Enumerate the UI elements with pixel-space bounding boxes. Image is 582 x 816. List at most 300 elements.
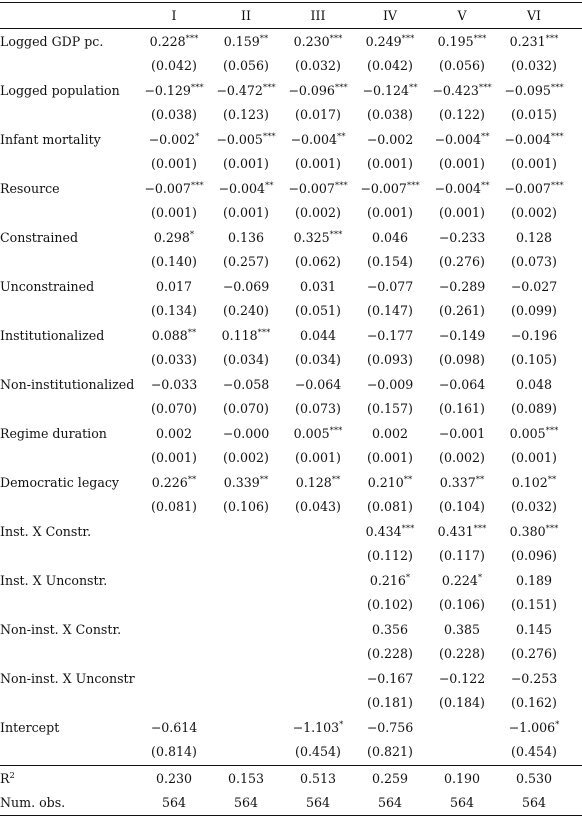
coefficient-value: −1.103: [292, 719, 340, 735]
significance-stars: *: [189, 229, 195, 240]
standard-error-row: [0, 691, 582, 716]
significance-stars: ***: [262, 131, 276, 142]
standard-error-cell: (0.017): [295, 107, 341, 123]
standard-error-cell: (0.070): [223, 401, 269, 417]
coefficient-row: [0, 176, 582, 201]
coefficient-row: [0, 519, 582, 544]
standard-error-cell: (0.099): [511, 303, 557, 319]
row-label: Non-institutionalized: [0, 376, 135, 392]
coefficient-cell: [354, 377, 426, 392]
standard-error-cell: (0.098): [439, 352, 485, 368]
coefficient-cell: [138, 475, 210, 490]
coefficient-value: −0.077: [366, 278, 414, 294]
standard-error-cell: (0.123): [223, 107, 269, 123]
statistic-value: 564: [305, 794, 331, 810]
standard-error-cell: (0.001): [367, 205, 413, 221]
coefficient-cell: [282, 181, 354, 196]
standard-error-cell: (0.032): [511, 499, 557, 515]
standard-error-cell: (0.081): [367, 499, 413, 515]
coefficient-value: −0.027: [510, 278, 558, 294]
coefficient-cell: [498, 132, 570, 147]
column-header: IV: [382, 7, 398, 23]
coefficient-cell: [138, 279, 210, 294]
coefficient-value: 0.434: [365, 523, 402, 539]
standard-error-cell: (0.001): [295, 450, 341, 466]
coefficient-value: −0.033: [150, 376, 198, 392]
standard-error-cell: (0.454): [511, 744, 557, 760]
coefficient-value: −0.002: [148, 131, 196, 147]
standard-error-cell: (0.261): [439, 303, 485, 319]
column-header: VI: [526, 7, 542, 23]
coefficient-cell: [282, 475, 354, 490]
coefficient-cell: [498, 377, 570, 392]
standard-error-row: [0, 642, 582, 667]
coefficient-cell: [498, 34, 570, 49]
standard-error-cell: (0.104): [439, 499, 485, 515]
row-label: Logged GDP pc.: [0, 33, 104, 49]
coefficient-row: [0, 372, 582, 397]
coefficient-row: [0, 29, 582, 54]
coefficient-cell: [498, 622, 570, 637]
coefficient-cell: [210, 230, 282, 245]
coefficient-value: 0.048: [515, 376, 553, 392]
standard-error-cell: (0.821): [367, 744, 413, 760]
significance-stars: **: [265, 180, 274, 191]
statistic-value: 0.230: [155, 770, 193, 786]
coefficient-cell: [138, 181, 210, 196]
standard-error-cell: (0.001): [151, 450, 197, 466]
coefficient-cell: [498, 524, 570, 539]
statistic-label: [0, 795, 138, 810]
coefficient-cell: [282, 83, 354, 98]
coefficient-value: −0.122: [438, 670, 486, 686]
statistic-label: [0, 771, 138, 786]
coefficient-cell: [354, 328, 426, 343]
coefficient-value: −0.009: [366, 376, 414, 392]
coefficient-cell: [138, 328, 210, 343]
coefficient-row: [0, 127, 582, 152]
standard-error-cell: (0.001): [223, 156, 269, 172]
standard-error-cell: (0.043): [295, 499, 341, 515]
significance-stars: ***: [334, 180, 348, 191]
standard-error-cell: (0.073): [511, 254, 557, 270]
significance-stars: ***: [329, 425, 343, 436]
coefficient-value: 0.431: [437, 523, 474, 539]
row-label: Institutionalized: [0, 327, 105, 343]
column-header: III: [310, 7, 326, 23]
standard-error-cell: (0.002): [439, 450, 485, 466]
standard-error-cell: (0.015): [511, 107, 557, 123]
statistic-label-text: R: [0, 770, 10, 786]
coefficient-cell: [354, 279, 426, 294]
coefficient-cell: [282, 328, 354, 343]
coefficient-value: −0.004: [434, 131, 482, 147]
standard-error-cell: (0.070): [151, 401, 197, 417]
coefficient-value: 0.002: [371, 425, 409, 441]
significance-stars: *: [477, 572, 483, 583]
statistic-value: 564: [161, 794, 187, 810]
coefficient-cell: [426, 475, 498, 490]
coefficient-value: −0.614: [150, 719, 198, 735]
coefficient-row: [0, 274, 582, 299]
coefficient-cell: [498, 720, 570, 735]
coefficient-cell: [426, 132, 498, 147]
coefficient-cell: [498, 671, 570, 686]
significance-stars: ***: [401, 33, 415, 44]
standard-error-row: [0, 348, 582, 373]
coefficient-cell: [282, 132, 354, 147]
coefficient-value: 0.189: [515, 572, 553, 588]
significance-stars: ***: [478, 82, 492, 93]
coefficient-cell: [354, 230, 426, 245]
standard-error-cell: (0.134): [151, 303, 197, 319]
coefficient-value: 0.231: [509, 33, 546, 49]
standard-error-cell: (0.093): [367, 352, 413, 368]
significance-stars: **: [259, 33, 269, 44]
coefficient-value: −0.069: [222, 278, 270, 294]
significance-stars: *: [555, 719, 560, 730]
standard-error-cell: (0.034): [295, 352, 341, 368]
column-header-row: [0, 3, 582, 27]
coefficient-cell: [138, 720, 210, 735]
coefficient-value: 0.002: [155, 425, 193, 441]
coefficient-cell: [426, 279, 498, 294]
standard-error-cell: (0.001): [223, 205, 269, 221]
statistic-label-text: Num. obs.: [0, 794, 66, 810]
significance-stars: ***: [550, 82, 564, 93]
coefficient-value: 0.216: [369, 572, 406, 588]
coefficient-value: −0.004: [218, 180, 266, 196]
standard-error-cell: (0.001): [439, 205, 485, 221]
coefficient-value: −0.058: [222, 376, 270, 392]
coefficient-cell: [426, 34, 498, 49]
significance-stars: ***: [473, 523, 487, 534]
coefficient-cell: [354, 671, 426, 686]
coefficient-value: 0.380: [509, 523, 546, 539]
row-label: Infant mortality: [0, 131, 101, 147]
standard-error-row: [0, 103, 582, 128]
standard-error-cell: (0.001): [367, 156, 413, 172]
standard-error-cell: (0.073): [295, 401, 341, 417]
coefficient-value: 0.226: [151, 474, 188, 490]
standard-error-cell: (0.151): [511, 597, 557, 613]
coefficient-value: 0.005: [293, 425, 330, 441]
standard-error-cell: (0.181): [367, 695, 413, 711]
coefficient-cell: [498, 279, 570, 294]
coefficient-cell: [426, 622, 498, 637]
coefficient-value: 0.159: [223, 33, 260, 49]
coefficient-value: 0.249: [365, 33, 402, 49]
coefficient-cell: [210, 279, 282, 294]
coefficient-cell: [282, 377, 354, 392]
row-label: Non-inst. X Constr.: [0, 621, 122, 637]
coefficient-cell: [426, 230, 498, 245]
coefficient-value: −0.001: [438, 425, 486, 441]
statistic-label-superscript: 2: [9, 770, 15, 781]
row-label: Non-inst. X Unconstr: [0, 670, 135, 686]
coefficient-value: −0.004: [434, 180, 482, 196]
standard-error-row: [0, 397, 582, 422]
coefficient-value: −0.004: [290, 131, 338, 147]
significance-stars: ***: [329, 33, 343, 44]
significance-stars: *: [339, 719, 344, 730]
coefficient-value: 0.385: [443, 621, 481, 637]
standard-error-cell: (0.001): [511, 450, 557, 466]
significance-stars: *: [405, 572, 411, 583]
standard-error-row: [0, 250, 582, 275]
coefficient-cell: [426, 426, 498, 441]
coefficient-cell: [210, 475, 282, 490]
coefficient-cell: [426, 83, 498, 98]
coefficient-value: −0.253: [510, 670, 558, 686]
significance-stars: ***: [262, 82, 276, 93]
standard-error-cell: (0.257): [223, 254, 269, 270]
standard-error-cell: (0.814): [151, 744, 197, 760]
standard-error-cell: (0.001): [151, 205, 197, 221]
standard-error-cell: (0.001): [439, 156, 485, 172]
coefficient-value: 0.088: [151, 327, 188, 343]
coefficient-cell: [498, 475, 570, 490]
coefficient-value: 0.224: [441, 572, 478, 588]
coefficient-value: −0.472: [216, 82, 263, 98]
significance-stars: **: [337, 131, 346, 142]
standard-error-cell: (0.032): [511, 58, 557, 74]
coefficient-value: 0.102: [511, 474, 548, 490]
standard-error-row: [0, 495, 582, 520]
row-label: Resource: [0, 180, 60, 196]
coefficient-value: 0.118: [221, 327, 258, 343]
significance-stars: ***: [473, 33, 487, 44]
coefficient-cell: [354, 720, 426, 735]
standard-error-cell: (0.056): [439, 58, 485, 74]
coefficient-cell: [282, 230, 354, 245]
coefficient-row: [0, 617, 582, 642]
coefficient-value: 0.005: [509, 425, 546, 441]
significance-stars: **: [259, 474, 269, 485]
significance-stars: ***: [185, 33, 199, 44]
significance-stars: ***: [190, 180, 204, 191]
coefficient-value: −0.124: [362, 82, 410, 98]
coefficient-cell: [354, 524, 426, 539]
statistic-value: 0.259: [371, 770, 409, 786]
coefficient-cell: [210, 132, 282, 147]
coefficient-value: 0.128: [515, 229, 553, 245]
coefficient-value: −0.096: [288, 82, 335, 98]
coefficient-cell: [354, 181, 426, 196]
coefficient-value: 0.017: [155, 278, 193, 294]
coefficient-value: −0.149: [438, 327, 486, 343]
coefficient-value: −0.196: [510, 327, 558, 343]
coefficient-cell: [138, 83, 210, 98]
coefficient-cell: [282, 34, 354, 49]
standard-error-cell: (0.089): [511, 401, 557, 417]
row-label: Democratic legacy: [0, 474, 120, 490]
coefficient-value: −0.289: [438, 278, 486, 294]
coefficient-cell: [498, 328, 570, 343]
coefficient-cell: [282, 426, 354, 441]
coefficient-cell: [498, 426, 570, 441]
significance-stars: ***: [257, 327, 271, 338]
significance-stars: **: [187, 327, 197, 338]
coefficient-row: [0, 568, 582, 593]
significance-stars: ***: [550, 131, 564, 142]
coefficient-cell: [354, 475, 426, 490]
statistics-row: [0, 766, 582, 790]
coefficient-value: −0.233: [438, 229, 486, 245]
coefficient-value: −0.005: [216, 131, 263, 147]
coefficient-value: 0.337: [439, 474, 476, 490]
coefficient-value: 0.128: [295, 474, 332, 490]
standard-error-cell: (0.147): [367, 303, 413, 319]
coefficient-value: −0.007: [288, 180, 335, 196]
coefficient-value: −0.756: [366, 719, 414, 735]
coefficient-cell: [426, 573, 498, 588]
column-header: I: [171, 7, 177, 23]
coefficient-cell: [138, 426, 210, 441]
standard-error-cell: (0.140): [151, 254, 197, 270]
significance-stars: ***: [545, 33, 559, 44]
standard-error-cell: (0.002): [295, 205, 341, 221]
standard-error-cell: (0.042): [151, 58, 197, 74]
statistic-value: 564: [449, 794, 475, 810]
row-label: Constrained: [0, 229, 79, 245]
significance-stars: ***: [545, 425, 559, 436]
coefficient-row: [0, 78, 582, 103]
standard-error-cell: (0.002): [223, 450, 269, 466]
standard-error-cell: (0.081): [151, 499, 197, 515]
coefficient-value: 0.046: [371, 229, 409, 245]
coefficient-cell: [138, 377, 210, 392]
standard-error-row: [0, 152, 582, 177]
coefficient-cell: [426, 328, 498, 343]
standard-error-cell: (0.228): [367, 646, 413, 662]
standard-error-cell: (0.161): [439, 401, 485, 417]
row-label: Inst. X Unconstr.: [0, 572, 108, 588]
coefficient-cell: [354, 83, 426, 98]
standard-error-cell: (0.032): [295, 58, 341, 74]
coefficient-value: −0.007: [504, 180, 551, 196]
coefficient-value: −0.177: [366, 327, 414, 343]
coefficient-row: [0, 470, 582, 495]
coefficient-value: −0.064: [294, 376, 342, 392]
standard-error-cell: (0.184): [439, 695, 485, 711]
standard-error-row: [0, 544, 582, 569]
standard-error-cell: (0.038): [151, 107, 197, 123]
coefficient-cell: [426, 524, 498, 539]
significance-stars: **: [409, 82, 418, 93]
column-header: II: [241, 7, 251, 23]
coefficient-cell: [138, 132, 210, 147]
standard-error-cell: (0.001): [295, 156, 341, 172]
coefficient-cell: [210, 328, 282, 343]
row-label: Unconstrained: [0, 278, 95, 294]
standard-error-row: [0, 201, 582, 226]
coefficient-value: −0.000: [222, 425, 270, 441]
standard-error-cell: (0.062): [295, 254, 341, 270]
coefficient-value: −0.004: [504, 131, 551, 147]
standard-error-row: [0, 299, 582, 324]
standard-error-cell: (0.276): [511, 646, 557, 662]
coefficient-value: 0.145: [515, 621, 553, 637]
standard-error-cell: (0.051): [295, 303, 341, 319]
coefficient-cell: [426, 377, 498, 392]
coefficient-row: [0, 421, 582, 446]
coefficient-value: −0.167: [366, 670, 414, 686]
standard-error-cell: (0.001): [151, 156, 197, 172]
significance-stars: ***: [545, 523, 559, 534]
coefficient-cell: [210, 377, 282, 392]
coefficient-value: 0.210: [367, 474, 404, 490]
coefficient-row: [0, 225, 582, 250]
statistic-value: 564: [233, 794, 259, 810]
standard-error-cell: (0.240): [223, 303, 269, 319]
standard-error-cell: (0.154): [367, 254, 413, 270]
standard-error-row: [0, 54, 582, 79]
standard-error-cell: (0.117): [439, 548, 485, 564]
coefficient-value: −0.002: [366, 131, 414, 147]
coefficient-row: [0, 715, 582, 740]
column-header: V: [457, 7, 467, 23]
coefficient-cell: [282, 279, 354, 294]
coefficient-rows: [0, 29, 582, 764]
standard-error-cell: (0.096): [511, 548, 557, 564]
significance-stars: **: [475, 474, 485, 485]
significance-stars: ***: [401, 523, 415, 534]
standard-error-cell: (0.001): [511, 156, 557, 172]
significance-stars: **: [187, 474, 197, 485]
coefficient-row: [0, 323, 582, 348]
significance-stars: ***: [406, 180, 420, 191]
coefficient-value: 0.195: [437, 33, 474, 49]
standard-error-cell: (0.056): [223, 58, 269, 74]
significance-stars: ***: [334, 82, 348, 93]
row-label: Inst. X Constr.: [0, 523, 92, 539]
coefficient-cell: [354, 622, 426, 637]
coefficient-value: 0.339: [223, 474, 260, 490]
coefficient-value: −0.095: [504, 82, 551, 98]
standard-error-cell: (0.276): [439, 254, 485, 270]
significance-stars: ***: [550, 180, 564, 191]
coefficient-row: [0, 666, 582, 691]
row-label: Logged population: [0, 82, 120, 98]
standard-error-cell: (0.157): [367, 401, 413, 417]
coefficient-cell: [210, 181, 282, 196]
coefficient-cell: [210, 426, 282, 441]
coefficient-value: 0.230: [293, 33, 330, 49]
standard-error-cell: (0.122): [439, 107, 485, 123]
coefficient-cell: [210, 34, 282, 49]
statistic-value: 0.190: [443, 770, 481, 786]
coefficient-cell: [498, 573, 570, 588]
statistic-value: 0.530: [515, 770, 553, 786]
coefficient-cell: [210, 83, 282, 98]
coefficient-cell: [426, 671, 498, 686]
significance-stars: **: [403, 474, 413, 485]
coefficient-value: 0.356: [371, 621, 409, 637]
standard-error-cell: (0.034): [223, 352, 269, 368]
coefficient-value: −0.129: [144, 82, 191, 98]
standard-error-cell: (0.162): [511, 695, 557, 711]
standard-error-cell: (0.038): [367, 107, 413, 123]
statistic-value: 0.513: [299, 770, 337, 786]
coefficient-value: −1.006: [508, 719, 556, 735]
statistic-value: 0.153: [227, 770, 265, 786]
coefficient-value: −0.007: [144, 180, 191, 196]
coefficient-cell: [426, 181, 498, 196]
standard-error-cell: (0.106): [223, 499, 269, 515]
coefficient-value: 0.228: [149, 33, 186, 49]
coefficient-cell: [354, 132, 426, 147]
